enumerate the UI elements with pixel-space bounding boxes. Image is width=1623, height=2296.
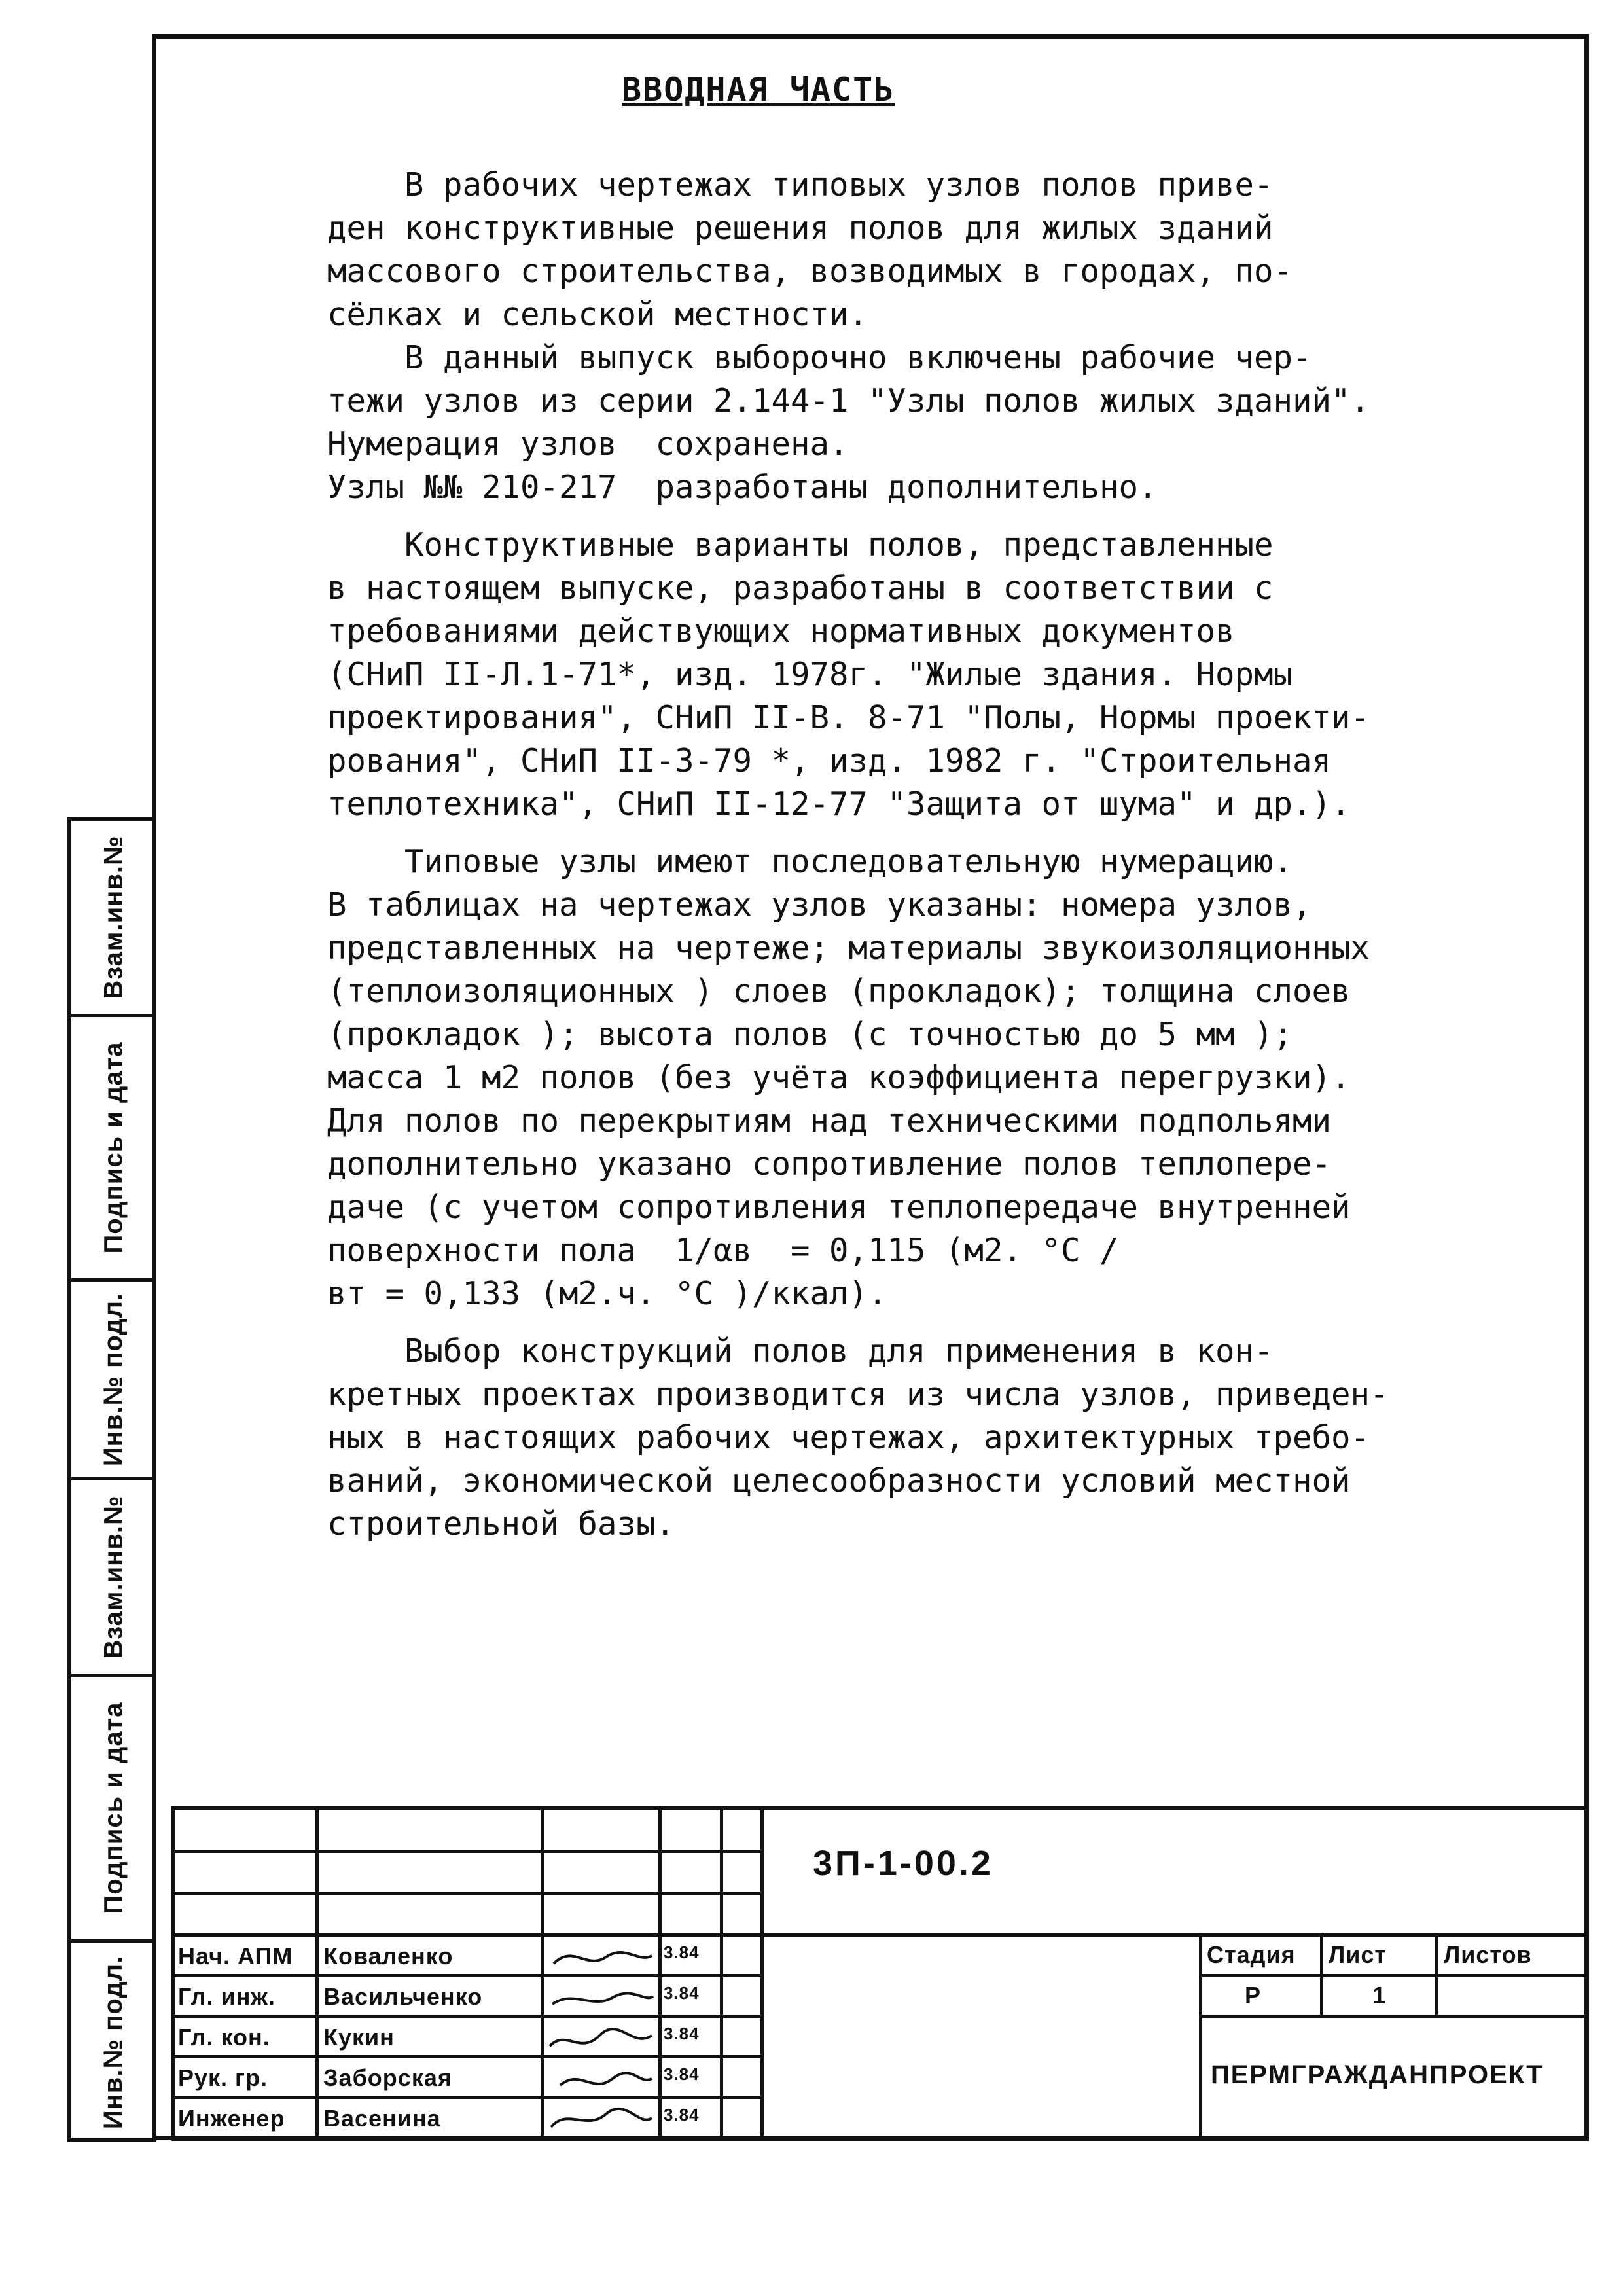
stamp-rule [720,1806,723,2140]
text-line: (прокладок ); высота полов (с точностью до 5 мм ); [327,1016,1293,1053]
text-line: Нумерация узлов сохранена. [327,425,849,463]
text-line: (теплоизоляционных ) слоев (прокладок); толщина слоев [327,973,1351,1010]
stamp-role: Гл. кон. [178,2024,270,2051]
text-line: требованиями действующих нормативных документов [327,613,1235,650]
text-line: даче (с учетом сопротивления теплопередаче внутренней [327,1189,1351,1226]
text-line: дополнительно указано сопротивление полов теплопере- [327,1145,1332,1183]
title-block [171,1806,1589,2140]
side-cell-sign-date [71,1017,156,1282]
text-line: в настоящем выпуске, разработаны в соответствии с [327,569,1274,607]
text-line: проектирования", СНиП II-В. 8-71 "Полы, Нормы проекти- [327,699,1370,736]
stamp-rule [171,1806,175,2140]
side-label: Подпись и дата [99,1041,128,1254]
text-line: вт = 0,133 (м2.ч. °С )/ккал). [327,1275,887,1312]
text-line: ден конструктивные решения полов для жилых зданий [327,209,1274,247]
stamp-rule [1320,1933,1323,2015]
side-cell-inv-num [71,1282,156,1480]
document-heading: ВВОДНАЯ ЧАСТЬ [622,71,895,109]
stamp-role: Нач. АПМ [178,1943,293,1969]
text-line: строительной базы. [327,1505,675,1543]
stamp-rule [1199,1974,1589,1977]
stamp-date: 3.84 [664,2024,700,2043]
stamp-date: 3.84 [664,1983,700,2003]
side-cell-inv-orig [71,821,156,1017]
stamp-role: Гл. инж. [178,1983,276,2010]
text-line: Для полов по перекрытиям над техническими подпольями [327,1102,1332,1139]
stamp-name: Заборская [323,2064,452,2091]
stamp-name: Васильченко [323,1983,483,2010]
side-cell-replace-inv [71,1480,156,1677]
side-label: Подпись и дата [99,1702,128,1914]
document-code: 3П-1-00.2 [813,1844,993,1883]
stamp-rule [658,1806,662,2140]
text-line: ных в настоящих рабочих чертежах, архитектурных требо- [327,1419,1370,1456]
stamp-date: 3.84 [664,2064,700,2084]
text-line: Типовые узлы имеют последовательную нумерацию. [327,843,1293,880]
stamp-role: Рук. гр. [178,2064,268,2091]
side-label: Взам.инв.№ [99,1495,128,1659]
text-line: ваний, экономической целесообразности условий местной [327,1462,1351,1499]
stamp-rule [760,1806,764,2140]
text-line: поверхности пола 1/αв = 0,115 (м2. °С / [327,1232,1119,1269]
stamp-rule [171,1933,1589,1937]
text-line: тежи узлов из серии 2.144-1 "Узлы полов жилых зданий". [327,382,1370,420]
paragraph-gap [327,1316,1466,1330]
text-line: рования", СНиП II-3-79 *, изд. 1982 г. "Строительная [327,742,1332,780]
paragraph-gap [327,509,1466,524]
side-strip [67,817,156,2142]
stamp-rule [171,2055,760,2058]
stamp-rule [541,1806,544,2140]
sheet-value: 1 [1372,1982,1387,2009]
text-line: теплотехника", СНиП II-12-77 "Защита от шума" и др.). [327,785,1351,823]
stamp-rule [171,2096,760,2099]
text-line: представленных на чертеже; материалы звукоизоляционных [327,929,1370,967]
sheet-label: Лист [1329,1941,1387,1968]
organization-name: ПЕРМГРАЖДАНПРОЕКТ [1211,2060,1544,2089]
stamp-rule [1199,2015,1589,2018]
signatures-graphic [547,1937,656,2134]
stamp-date: 3.84 [664,1943,700,1962]
stamp-role: Инженер [178,2105,285,2132]
text-line: В таблицах на чертежах узлов указаны: номера узлов, [327,886,1312,924]
text-line: В данный выпуск выборочно включены рабочие чер- [327,339,1312,376]
sheets-label: Листов [1444,1941,1532,1968]
side-label: Инв.№ подл. [99,1292,128,1467]
stamp-rule [171,1892,760,1895]
stamp-rule [171,2015,760,2018]
text-line: Конструктивные варианты полов, представленные [327,526,1274,564]
text-line: Узлы №№ 210-217 разработаны дополнительно. [327,469,1158,506]
text-line: кретных проектах производится из числа узлов, приведен- [327,1376,1389,1413]
side-label: Взам.инв.№ [99,835,128,999]
stamp-name: Кукин [323,2024,395,2051]
text-line: (СНиП II-Л.1-71*, изд. 1978г. "Жилые здания. Нормы [327,656,1293,693]
stamp-rule [1199,1933,1202,2140]
paragraph-gap [327,826,1466,840]
stamp-name: Васенина [323,2105,441,2132]
text-line: сёлках и сельской местности. [327,296,868,333]
stamp-rule [171,1806,1589,1810]
stamp-rule [171,2138,1589,2141]
stamp-name: Коваленко [323,1943,454,1969]
text-line: Выбор конструкций полов для применения в кон- [327,1333,1274,1370]
stamp-rule [171,1850,760,1853]
stage-value: Р [1245,1982,1262,2009]
stamp-rule [315,1806,319,2140]
side-label: Инв.№ подл. [99,1955,128,2129]
stamp-rule [1435,1933,1438,2015]
stamp-date: 3.84 [664,2105,700,2125]
side-cell-inv-orig-2 [71,1943,156,2142]
body-text [327,164,1466,1546]
text-line: В рабочих чертежах типовых узлов полов приве- [327,166,1274,204]
stamp-rule [171,1974,760,1977]
stage-label: Стадия [1207,1941,1296,1968]
side-cell-sign-date-2 [71,1677,156,1943]
text-line: масса 1 м2 полов (без учёта коэффициента перегрузки). [327,1059,1351,1096]
text-line: массового строительства, возводимых в городах, по- [327,253,1293,290]
